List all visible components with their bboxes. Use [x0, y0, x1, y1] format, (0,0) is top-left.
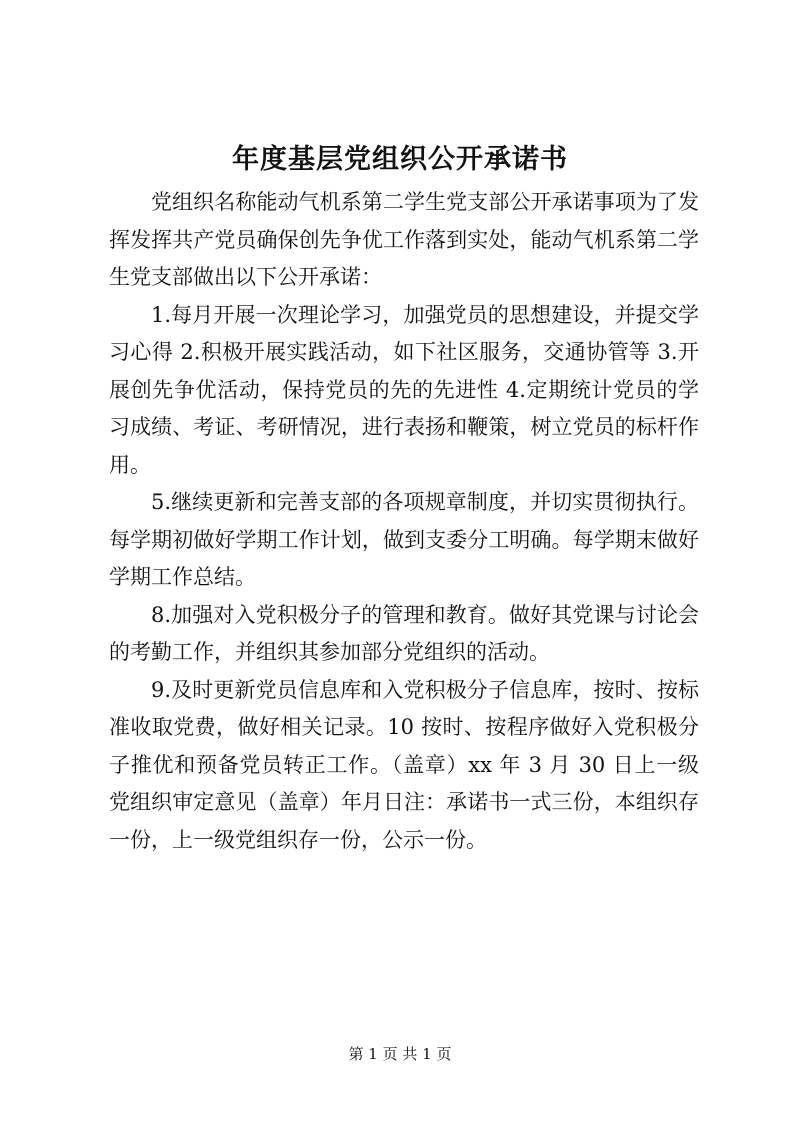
page-footer: 第 1 页 共 1 页	[348, 1045, 452, 1063]
paragraph-items-1-4: 1.每月开展一次理论学习，加强党员的思想建设，并提交学习心得 2.积极开展实践活动，如下社区服务，交通协管等 3.开展创先争优活动，保持党员的先的先进性 4.定期统计党员的学习成绩、考证、考研情况，进行表扬和鞭策，树立党员的标杆作用。	[109, 302, 699, 477]
document-title: 年度基层党组织公开承诺书	[232, 144, 568, 175]
paragraph-item-5: 5.继续更新和完善支部的各项规章制度，并切实贯彻执行。每学期初做好学期工作计划，做到支委分工明确。每学期末做好学期工作总结。	[109, 490, 699, 589]
document-body	[109, 184, 699, 859]
paragraph-item-8: 8.加强对入党积极分子的管理和教育。做好其党课与讨论会的考勤工作，并组织其参加部分党组织的活动。	[109, 602, 699, 664]
paragraph-item-9-10: 9.及时更新党员信息库和入党积极分子信息库，按时、按标准收取党费，做好相关记录。10 按时、按程序做好入党积极分子推优和预备党员转正工作。（盖章）xx 年 3 月 30 日上一级党组织审定意见（盖章）年月日注：承诺书一式三份，本组织存一份，上一级党组织存一份，公示一份。	[109, 677, 699, 852]
paragraph-intro: 党组织名称能动气机系第二学生党支部公开承诺事项为了发挥发挥共产党员确保创先争优工作落到实处，能动气机系第二学生党支部做出以下公开承诺：	[109, 190, 699, 289]
